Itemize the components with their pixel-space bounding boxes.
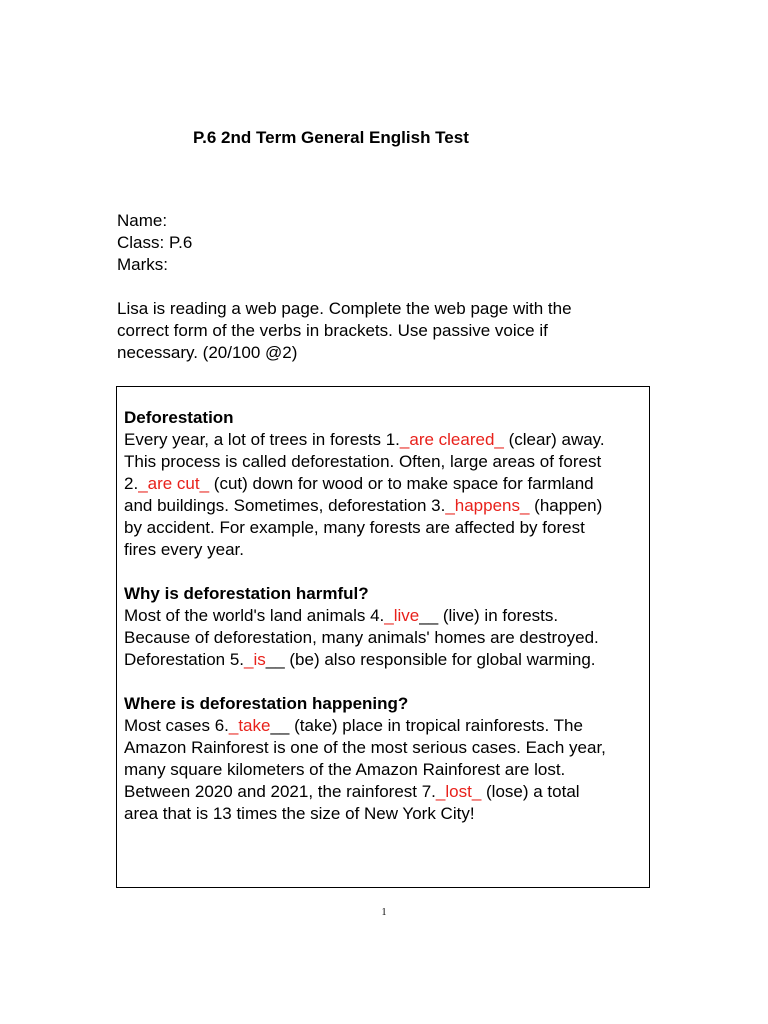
article-line: fires every year.: [124, 540, 244, 559]
article-line: many square kilometers of the Amazon Rainforest are lost.: [124, 760, 566, 779]
text-segment: and buildings. Sometimes, deforestation 3.: [124, 496, 446, 515]
answer-6: _take: [228, 716, 271, 735]
text-segment: Between 2020 and 2021, the rainforest 7.: [124, 782, 436, 801]
text-segment: Most cases 6.: [124, 716, 229, 735]
text-segment: (lose) a total: [481, 782, 580, 801]
answer-5: _is: [244, 650, 266, 669]
answer-4: _live: [384, 606, 420, 625]
page-title: P.6 2nd Term General English Test: [193, 128, 469, 147]
text-segment: (happen): [529, 496, 603, 515]
answer-7: _lost_: [435, 782, 482, 801]
name-label: Name:: [117, 211, 168, 230]
instructions-line: Lisa is reading a web page. Complete the web page with the: [117, 299, 572, 318]
article-line: [124, 649, 644, 671]
answer-1: _are cleared_: [399, 430, 504, 449]
text-segment: 2.: [124, 474, 139, 493]
spacer: [124, 671, 644, 693]
instructions-line: correct form of the verbs in brackets. Use passive voice if: [117, 321, 548, 340]
article-line: [124, 429, 644, 451]
answer-2: _are cut_: [138, 474, 210, 493]
answer-3: _happens_: [445, 496, 530, 515]
text-segment: __ (be) also responsible for global warming.: [265, 650, 596, 669]
article-line: Because of deforestation, many animals' homes are destroyed.: [124, 628, 599, 647]
article-line: [124, 473, 644, 495]
instructions: [117, 298, 637, 364]
article-line: [124, 495, 644, 517]
class-label: Class: P.6: [117, 233, 193, 252]
text-segment: Every year, a lot of trees in forests 1.: [124, 430, 400, 449]
article-line: [124, 715, 644, 737]
page-number: 1: [381, 907, 387, 918]
text-segment: Deforestation 5.: [124, 650, 245, 669]
article-line: area that is 13 times the size of New York City!: [124, 804, 475, 823]
marks-label: Marks:: [117, 255, 168, 274]
text-segment: (cut) down for wood or to make space for farmland: [209, 474, 594, 493]
article-box: [116, 386, 650, 888]
article-line: [124, 781, 644, 803]
student-info: [117, 210, 192, 276]
article-line: [124, 605, 644, 627]
spacer: [124, 561, 644, 583]
section-heading-harmful: Why is deforestation harmful?: [124, 584, 369, 603]
article-line: by accident. For example, many forests are affected by forest: [124, 518, 585, 537]
text-segment: __ (live) in forests.: [419, 606, 559, 625]
article-line: This process is called deforestation. Often, large areas of forest: [124, 452, 602, 471]
instructions-line: necessary. (20/100 @2): [117, 343, 298, 362]
section-heading-where: Where is deforestation happening?: [124, 694, 409, 713]
article-content: [124, 407, 644, 825]
text-segment: __ (take) place in tropical rainforests. The: [270, 716, 583, 735]
section-heading-deforestation: Deforestation: [124, 408, 234, 427]
article-line: Amazon Rainforest is one of the most serious cases. Each year,: [124, 738, 606, 757]
text-segment: (clear) away.: [503, 430, 605, 449]
text-segment: Most of the world's land animals 4.: [124, 606, 385, 625]
